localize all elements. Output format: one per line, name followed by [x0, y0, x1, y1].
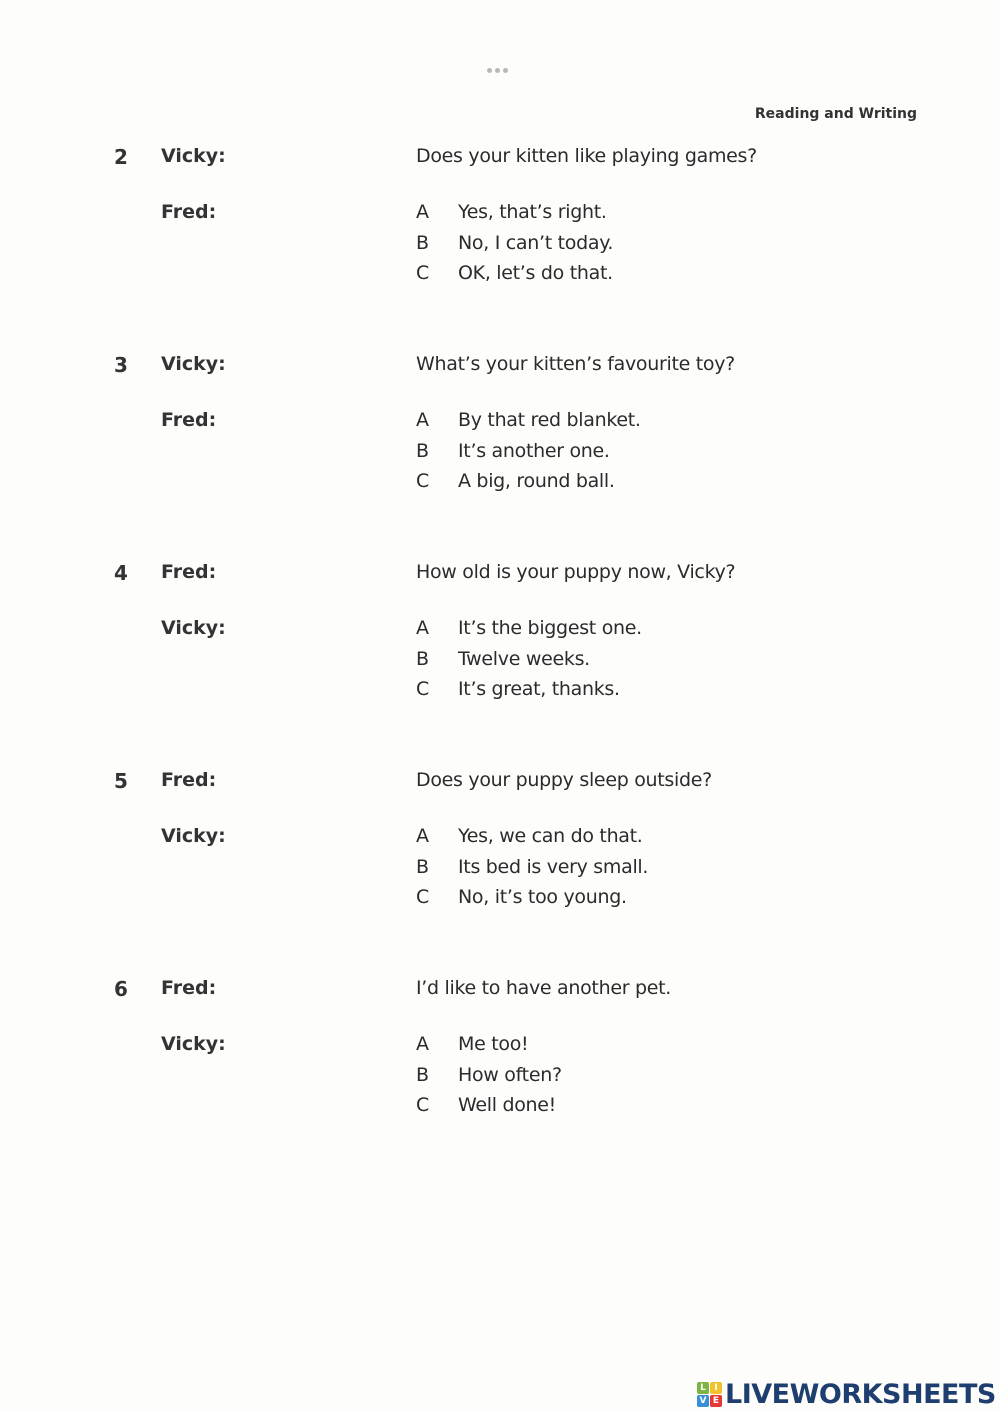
option-letter: B [416, 855, 429, 878]
option-text: No, it’s too young. [458, 886, 627, 908]
option-a[interactable] [416, 825, 648, 856]
option-letter: B [416, 1063, 429, 1086]
question-prompt: What’s your kitten’s favourite toy? [416, 353, 735, 375]
option-text: OK, let’s do that. [458, 262, 613, 284]
liveworksheets-logo[interactable] [697, 1379, 996, 1410]
option-c[interactable] [416, 886, 648, 917]
option-b[interactable] [416, 232, 613, 263]
option-text: By that red blanket. [458, 409, 641, 431]
option-a[interactable] [416, 1033, 562, 1064]
option-letter: A [416, 825, 429, 847]
speaker-second: Vicky: [161, 825, 226, 847]
answer-options [416, 617, 642, 709]
option-letter: B [416, 231, 429, 254]
speaker-second: Fred: [161, 201, 217, 223]
option-text: Well done! [458, 1094, 556, 1116]
option-b[interactable] [416, 648, 642, 679]
option-text: No, I can’t today. [458, 231, 614, 254]
option-letter: C [416, 678, 429, 700]
option-letter: A [416, 617, 429, 639]
question-number: 4 [114, 561, 128, 585]
option-c[interactable] [416, 678, 642, 709]
speaker-first: Fred: [161, 769, 217, 791]
option-text: Yes, we can do that. [458, 825, 643, 847]
option-a[interactable] [416, 409, 641, 440]
option-letter: A [416, 201, 429, 223]
question-prompt: I’d like to have another pet. [416, 977, 672, 999]
option-text: It’s the biggest one. [458, 617, 642, 639]
option-c[interactable] [416, 1094, 562, 1125]
speaker-first: Vicky: [161, 353, 226, 375]
answer-options [416, 825, 648, 917]
speaker-second: Vicky: [161, 617, 226, 639]
option-a[interactable] [416, 617, 642, 648]
option-letter: A [416, 1033, 429, 1055]
answer-options [416, 1033, 562, 1125]
speaker-second: Fred: [161, 409, 217, 431]
ellipsis-icon [487, 68, 508, 73]
speaker-first: Fred: [161, 977, 217, 999]
question-prompt: Does your puppy sleep outside? [416, 769, 712, 791]
section-header: Reading and Writing [754, 106, 917, 122]
option-text: A big, round ball. [458, 470, 615, 492]
option-a[interactable] [416, 201, 613, 232]
option-letter: C [416, 262, 429, 284]
question-number: 5 [114, 769, 128, 793]
option-c[interactable] [416, 470, 641, 501]
answer-options [416, 409, 641, 501]
option-text: It’s great, thanks. [458, 678, 620, 700]
brand-name: LIVEWORKSHEETS [725, 1379, 996, 1410]
question-prompt: How old is your puppy now, Vicky? [416, 561, 736, 583]
option-b[interactable] [416, 1064, 562, 1095]
question-number: 6 [114, 977, 128, 1001]
option-b[interactable] [416, 440, 641, 471]
tile-e: E [710, 1395, 722, 1407]
answer-options [416, 201, 613, 293]
option-text: How often? [458, 1063, 562, 1086]
tile-l: L [697, 1382, 709, 1394]
tile-v: V [697, 1395, 709, 1407]
option-text: Twelve weeks. [458, 647, 590, 670]
option-letter: B [416, 439, 429, 462]
question-number: 2 [114, 145, 128, 169]
option-letter: C [416, 470, 429, 492]
option-text: It’s another one. [458, 439, 610, 462]
option-letter: B [416, 647, 429, 670]
question-prompt: Does your kitten like playing games? [416, 145, 757, 167]
option-letter: C [416, 1094, 429, 1116]
option-text: Me too! [458, 1033, 529, 1055]
speaker-first: Fred: [161, 561, 217, 583]
speaker-first: Vicky: [161, 145, 226, 167]
option-c[interactable] [416, 262, 613, 293]
option-text: Its bed is very small. [458, 855, 649, 878]
speaker-second: Vicky: [161, 1033, 226, 1055]
option-letter: C [416, 886, 429, 908]
tile-i: I [710, 1382, 722, 1394]
question-number: 3 [114, 353, 128, 377]
option-letter: A [416, 409, 429, 431]
option-text: Yes, that’s right. [458, 201, 607, 223]
option-b[interactable] [416, 856, 648, 887]
live-tiles-icon [697, 1382, 722, 1407]
